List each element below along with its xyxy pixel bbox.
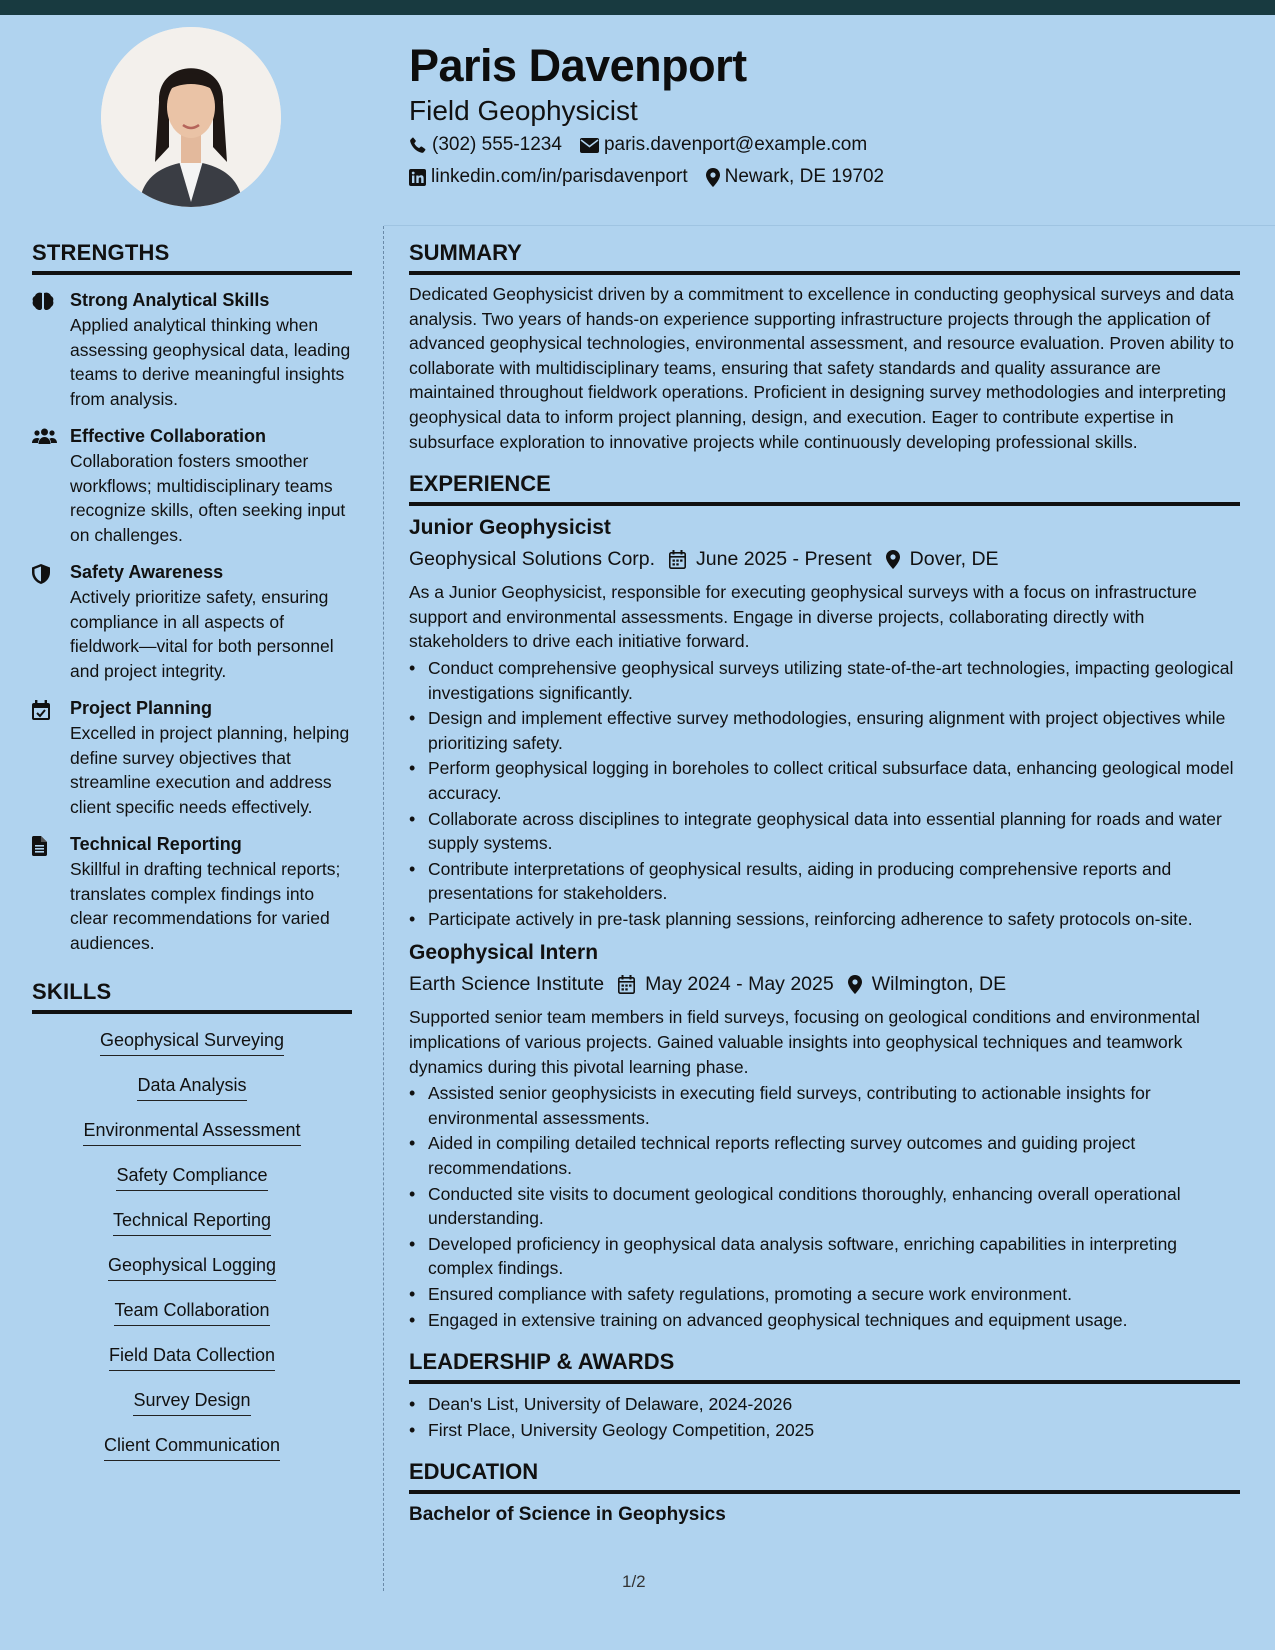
job-location: Wilmington, DE [871, 973, 1007, 996]
phone-contact [409, 134, 562, 156]
strength-item [32, 425, 352, 547]
column-divider [383, 226, 384, 1591]
strength-title: Technical Reporting [70, 834, 242, 854]
skill-tag: Technical Reporting [113, 1208, 271, 1236]
list-item: • First Place, University Geology Competition, 2025 [409, 1418, 1240, 1443]
list-item: • Assisted senior geophysicists in executing field surveys, contributing to actionable insights for environmental assessments. [409, 1081, 1240, 1130]
job-location: Dover, DE [909, 548, 999, 571]
list-item: • Developed proficiency in geophysical data analysis software, enriching capabilities in interpreting complex findings. [409, 1232, 1240, 1281]
skills-heading: SKILLS [32, 979, 352, 1014]
job-description: Supported senior team members in field surveys, focusing on geological conditions and environmental implications of various projects. Gained valuable insights into geophysical techniques and teamwork dynamics during this pivotal learning phase. [409, 1007, 1200, 1077]
linkedin-text[interactable]: linkedin.com/in/parisdavenport [431, 166, 688, 187]
skill-tag: Team Collaboration [114, 1298, 269, 1326]
profile-photo [101, 27, 281, 207]
list-item: • Engaged in extensive training on advanced geophysical techniques and equipment usage. [409, 1308, 1240, 1333]
strength-title: Strong Analytical Skills [70, 290, 270, 310]
awards-heading: LEADERSHIP & AWARDS [409, 1349, 1240, 1384]
experience-heading: EXPERIENCE [409, 471, 1240, 506]
strength-item [32, 833, 352, 955]
list-item: • Contribute interpretations of geophysical results, aiding in producing comprehensive reports and presentations for stakeholders. [409, 857, 1240, 906]
list-item: • Dean's List, University of Delaware, 2024-2026 [409, 1392, 1240, 1417]
list-item: • Design and implement effective survey methodologies, ensuring alignment with project objectives while prioritizing safety. [409, 706, 1240, 755]
linkedin-contact[interactable] [409, 166, 688, 188]
list-item: • Conduct comprehensive geophysical surveys utilizing state-of-the-art technologies, impacting geological investigations significantly. [409, 656, 1240, 705]
top-accent-bar [0, 0, 1275, 15]
strength-item [32, 289, 352, 411]
list-item: • Participate actively in pre-task planning sessions, reinforcing adherence to safety protocols on-site. [409, 907, 1240, 932]
calendar-icon [655, 550, 696, 569]
awards-list [409, 1392, 1240, 1442]
job-entry [409, 939, 1240, 1332]
list-item: • Perform geophysical logging in boreholes to collect critical subsurface data, enhancing geological model accuracy. [409, 756, 1240, 805]
linkedin-icon [409, 169, 426, 186]
skill-tag: Field Data Collection [109, 1343, 275, 1371]
education-degree: Bachelor of Science in Geophysics [409, 1504, 726, 1526]
list-item: • Ensured compliance with safety regulations, promoting a secure work environment. [409, 1282, 1240, 1307]
skill-tag: Data Analysis [137, 1073, 246, 1101]
document-icon [32, 833, 70, 955]
map-pin-icon [706, 168, 720, 187]
skills-list [32, 1028, 352, 1478]
strength-description: Skillful in drafting technical reports; translates complex findings into clear recommendations for varied audiences. [70, 859, 341, 953]
strength-description: Actively prioritize safety, ensuring compliance in all aspects of fieldwork—vital for both personnel and project integrity. [70, 587, 334, 681]
users-icon [32, 425, 70, 547]
strength-title: Project Planning [70, 698, 213, 718]
job-meta [409, 970, 1240, 998]
email-contact[interactable] [580, 134, 867, 156]
skill-tag: Client Communication [104, 1433, 280, 1461]
list-item: • Collaborate across disciplines to integrate geophysical data into essential planning for roads and water supply systems. [409, 807, 1240, 856]
location-text: Newark, DE 19702 [724, 166, 885, 187]
skill-tag: Safety Compliance [116, 1163, 267, 1191]
job-meta [409, 545, 1240, 573]
job-entry [409, 514, 1240, 931]
strength-description: Applied analytical thinking when assessing geophysical data, leading teams to derive meaningful insights from analysis. [70, 315, 351, 409]
candidate-name: Paris Davenport [409, 40, 747, 91]
envelope-icon [580, 138, 599, 153]
right-column [409, 240, 1240, 1526]
strength-description: Excelled in project planning, helping define survey objectives that streamline execution and address client specific needs effectively. [70, 723, 350, 817]
job-bullets [409, 1081, 1240, 1332]
location-contact [706, 166, 884, 188]
candidate-title: Field Geophysicist [409, 95, 638, 126]
skill-tag: Environmental Assessment [83, 1118, 300, 1146]
brain-icon [32, 289, 70, 411]
map-pin-icon [834, 975, 872, 994]
company-name: Geophysical Solutions Corp. [409, 548, 656, 571]
phone-icon [409, 136, 427, 154]
skill-tag: Survey Design [133, 1388, 250, 1416]
job-description: As a Junior Geophysicist, responsible for executing geophysical surveys with a focus on infrastructure support and environmental assessments. Engage in diverse projects, collaborating directly with stakeholders to drive each initiative forward. [409, 582, 1197, 652]
job-bullets [409, 656, 1240, 932]
job-dates: June 2025 - Present [696, 548, 872, 571]
list-item: • Conducted site visits to document geological conditions thoroughly, enhancing overall operational understanding. [409, 1182, 1240, 1231]
strengths-heading: STRENGTHS [32, 240, 352, 275]
education-heading: EDUCATION [409, 1459, 1240, 1494]
summary-text: Dedicated Geophysicist driven by a commitment to excellence in conducting geophysical surveys and data analysis. Two years of hands-on experience supporting infrastructure projects through the application of advanced geophysical technologies, environmental assessment, and resource evaluation. Proven ability to collaborate with multidisciplinary teams, ensuring that safety standards and quality assurance are maintained throughout fieldwork operations. Proficient in designing survey methodologies and interpreting geophysical data to inform project planning, design, and execution. Eager to contribute expertise in subsurface exploration to innovative projects while continuously developing professional skills. [409, 284, 1234, 452]
calendar-icon [604, 975, 645, 994]
strength-title: Effective Collaboration [70, 426, 267, 446]
job-dates: May 2024 - May 2025 [645, 973, 834, 996]
strength-item [32, 697, 352, 819]
left-column [32, 240, 352, 1478]
summary-heading: SUMMARY [409, 240, 1240, 275]
strength-item [32, 561, 352, 683]
header-divider [384, 225, 1275, 226]
map-pin-icon [872, 550, 910, 569]
job-title: Geophysical Intern [409, 941, 599, 965]
contact-row-2 [409, 166, 884, 188]
skill-tag: Geophysical Logging [108, 1253, 276, 1281]
contact-row-1 [409, 134, 867, 156]
company-name: Earth Science Institute [409, 973, 605, 996]
job-title: Junior Geophysicist [409, 516, 611, 540]
calendar-check-icon [32, 697, 70, 819]
page-number: 1/2 [622, 1572, 646, 1591]
strength-description: Collaboration fosters smoother workflows; multidisciplinary teams recognize skills, often seeking input on challenges. [70, 451, 346, 545]
skill-tag: Geophysical Surveying [100, 1028, 284, 1056]
email-text[interactable]: paris.davenport@example.com [603, 134, 868, 155]
strength-title: Safety Awareness [70, 562, 224, 582]
list-item: • Aided in compiling detailed technical reports reflecting survey outcomes and guiding project recommendations. [409, 1131, 1240, 1180]
phone-text: (302) 555-1234 [432, 134, 562, 155]
shield-icon [32, 561, 70, 683]
